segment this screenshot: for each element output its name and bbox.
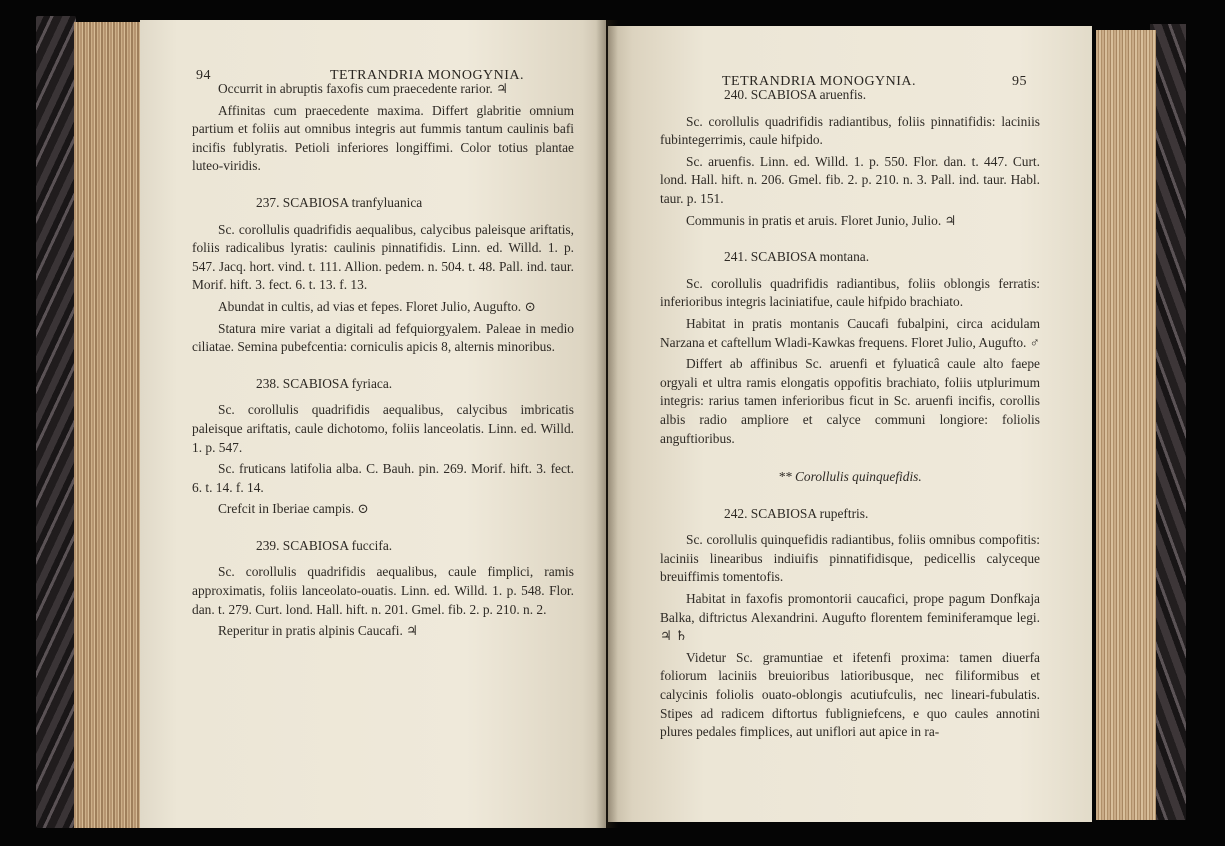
body-paragraph: Occurrit in abruptis faxofis cum praecedente rarior. ♃ — [218, 81, 509, 96]
species-entry-heading: 240. SCABIOSA aruenfis. — [724, 87, 867, 102]
left-page-edges — [74, 22, 144, 828]
left-page — [140, 20, 606, 828]
body-paragraph: Communis in pratis et aruis. Floret Junio, Julio. ♃ — [686, 212, 957, 228]
section-subheading: ** Corollulis quinquefidis. — [778, 469, 922, 485]
body-paragraph: Differt ab affinibus Sc. aruenfi et fyluaticâ caule alto faepe orgyali et ultra ramis elongatis oppofitis brachiato, foliis utplurimum integris: rarius tamen inferioribus ficut in Sc. aruenfi incifis, corollis albis radio ampliore et calyce communi longiore: foliolis anguftioribus. — [660, 356, 1040, 446]
left-page-text — [192, 80, 574, 644]
open-book — [36, 16, 1186, 830]
right-page-number: 95 — [1012, 74, 1027, 89]
body-paragraph: Abundat in cultis, ad vias et fepes. Floret Julio, Augufto. ⊙ — [218, 298, 536, 314]
left-cover-marbled — [36, 16, 76, 828]
body-paragraph: Reperitur in pratis alpinis Caucafi. ♃ — [218, 623, 419, 639]
body-paragraph: Crefcit in Iberiae campis. ⊙ — [218, 501, 369, 517]
species-entry-heading: 239. SCABIOSA fuccifa. — [256, 537, 393, 553]
left-running-head: TETRANDRIA MONOGYNIA. — [330, 68, 525, 83]
body-paragraph: Habitat in faxofis promontorii caucafici, prope pagum Donfkaja Balka, diftrictus Alexandrini. Augufto florentem feminiferamque legi. ♃ ♄ — [660, 591, 1040, 644]
body-paragraph: Sc. corollulis quadrifidis radiantibus, foliis pinnatifidis: laciniis fubintegerrimis, caule hifpido. — [660, 113, 1040, 148]
right-running-head: TETRANDRIA MONOGYNIA. — [722, 74, 917, 89]
body-paragraph: Statura mire variat a digitali ad fefquiorgyalem. Paleae in medio ciliatae. Semina pubefcentia: corniculis apicis 8, alternis minoribus. — [192, 320, 574, 355]
species-entry-heading: 237. SCABIOSA tranfyluanica — [256, 194, 423, 210]
book-gutter — [596, 20, 618, 828]
left-page-number: 94 — [196, 68, 211, 83]
right-page-text — [660, 86, 1040, 745]
body-paragraph: Sc. corollulis quadrifidis aequalibus, caule fimplici, ramis approximatis, foliis lanceolato-ouatis. Linn. ed. Willd. 1. p. 548. Flor. dan. t. 279. Curt. lond. Hall. hift. n. 201. Gmel. fib. 2. p. 210. n. 2. — [192, 564, 574, 617]
body-paragraph: Sc. corollulis quinquefidis radiantibus, foliis omnibus compofitis: laciniis linearibus indiuifis pinnatifidisque, pedicellis calyceque breuiffimis tomentofis. — [660, 532, 1040, 585]
body-paragraph: Sc. fruticans latifolia alba. C. Bauh. pin. 269. Morif. hift. 3. fect. 6. t. 14. f. 14. — [192, 461, 574, 495]
species-entry-heading: 242. SCABIOSA rupeftris. — [724, 505, 869, 521]
body-paragraph: Videtur Sc. gramuntiae et ifetenfi proxima: tamen diuerfa foliorum laciniis breuioribus latioribusque, nec filiformibus et calycinis foliolis ouato-oblongis acutiufculis, nec lineari-fubulatis. Stipes ad radicem diftortus fubligniefcens, e quo caules annotini plures pedales fimplices, aut uniflori aut apice in ra- — [660, 649, 1040, 740]
species-entry-heading: 241. SCABIOSA montana. — [724, 249, 870, 265]
body-paragraph: Sc. aruenfis. Linn. ed. Willd. 1. p. 550. Flor. dan. t. 447. Curt. lond. Hall. hift. n. 206. Gmel. fib. 2. p. 210. n. 3. Pall. ind. taur. Habl. taur. p. 151. — [660, 153, 1040, 206]
right-page — [608, 26, 1092, 822]
species-entry-heading: 238. SCABIOSA fyriaca. — [256, 375, 393, 391]
body-paragraph: Sc. corollulis quadrifidis aequalibus, calycibus imbricatis paleisque ariftatis, caule dichotomo, foliis lanceolatis. Linn. ed. Willd. 1. p. 547. — [192, 402, 574, 455]
right-page-edges — [1096, 30, 1156, 820]
body-paragraph: Sc. corollulis quadrifidis radiantibus, foliis oblongis ferratis: inferioribus integris laciniatifue, caule hifpido brachiato. — [660, 275, 1040, 310]
body-paragraph: Sc. corollulis quadrifidis aequalibus, calycibus paleisque ariftatis, foliis radicalibus lyratis: caulinis pinnatifidis. Linn. ed. Willd. 1. p. 547. Jacq. hort. vind. t. 111. Allion. pedem. n. 504. t. 48. Pall. ind. taur. Morif. hift. 3. fect. 6. t. 13. f. 13. — [192, 221, 574, 293]
body-paragraph: Habitat in pratis montanis Caucafi fubalpini, circa acidulam Narzana et caftellum Wladi-Kawkas frequens. Floret Julio, Augufto. ♂ — [660, 315, 1040, 350]
body-paragraph: Affinitas cum praecedente maxima. Differt glabritie omnium partium et foliis aut omnibus integris aut fummis tantum caulinis bafi incifis fublyratis. Petioli inferiores longiffimi. Color totius plantae luteo-viridis. — [192, 102, 574, 174]
